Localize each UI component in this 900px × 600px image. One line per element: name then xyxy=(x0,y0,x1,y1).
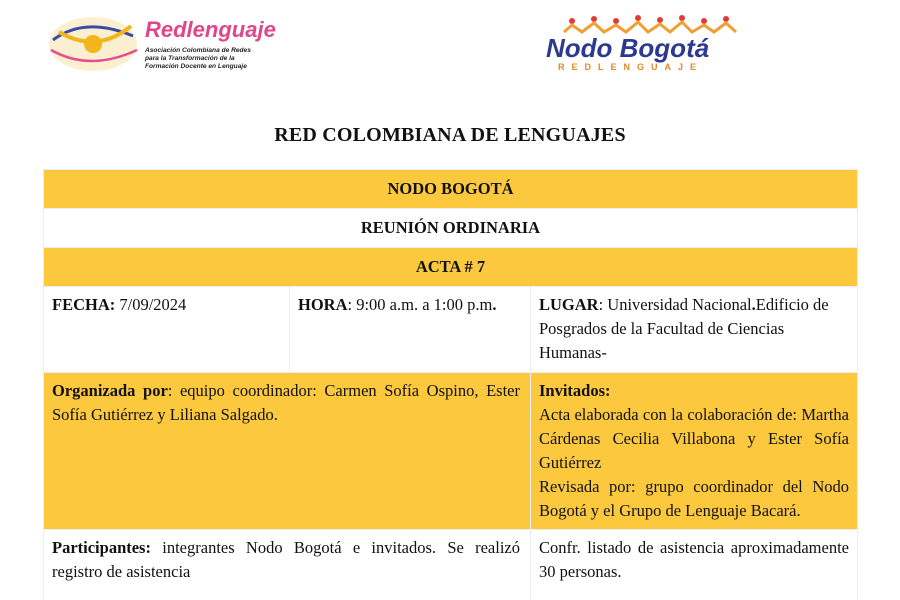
fecha-label: FECHA: xyxy=(52,295,116,314)
fecha-value: 7/09/2024 xyxy=(115,295,187,314)
hora-cell xyxy=(290,287,531,373)
organizers-row xyxy=(44,373,858,530)
lugar-label: LUGAR xyxy=(539,295,599,314)
invitados-cell xyxy=(531,373,858,530)
logo-header xyxy=(0,0,900,90)
svg-text:para la Transformación de la: para la Transformación de la xyxy=(145,55,235,62)
nodo-bogota-logo xyxy=(542,12,762,74)
svg-text:REDLENGUAJE: REDLENGUAJE xyxy=(558,62,704,72)
participants-row xyxy=(44,530,858,600)
header-acta: ACTA # 7 xyxy=(44,248,858,287)
redlenguaje-logo xyxy=(45,10,320,80)
hora-value: : 9:00 a.m. a 1:00 p.m xyxy=(347,295,493,314)
organizada-cell xyxy=(44,373,531,530)
header-row-nodo xyxy=(44,170,858,209)
organizada-label: Organizada por xyxy=(52,381,168,400)
document-title: RED COLOMBIANA DE LENGUAJES xyxy=(274,124,626,146)
hora-label: HORA xyxy=(298,295,348,314)
svg-text:Nodo Bogotá: Nodo Bogotá xyxy=(546,33,710,63)
svg-text:Formación Docente en Lenguaje: Formación Docente en Lenguaje xyxy=(145,63,247,70)
header-row-acta xyxy=(44,248,858,287)
invitados-line-2: Revisada por: grupo coordinador del Nodo Bogotá y el Grupo de Lenguaje Bacará. xyxy=(539,477,849,520)
header-nodo: NODO BOGOTÁ xyxy=(44,170,858,209)
asistencia-cell: Confr. listado de asistencia aproximadamente 30 personas. xyxy=(531,530,858,600)
acta-table xyxy=(43,169,858,600)
fecha-cell xyxy=(44,287,290,373)
invitados-label: Invitados: xyxy=(539,381,611,400)
lugar-dot: . xyxy=(751,295,756,314)
participantes-cell xyxy=(44,530,531,600)
participantes-text: integrantes Nodo Bogotá e invitados. Se realizó registro de asistencia xyxy=(52,538,520,581)
info-row xyxy=(44,287,858,373)
lugar-value-2: Edificio de Posgrados de la Facultad de Ciencias Humanas- xyxy=(539,295,829,362)
invitados-line-1: Acta elaborada con la colaboración de: Martha Cárdenas Cecilia Villabona y Ester Sofía Gutiérrez xyxy=(539,405,849,472)
participantes-label: Participantes: xyxy=(52,538,151,557)
organizada-text: : equipo coordinador: Carmen Sofía Ospino, Ester Sofía Gutiérrez y Liliana Salgado. xyxy=(52,381,520,424)
svg-text:Redlenguaje: Redlenguaje xyxy=(145,17,276,42)
lugar-cell xyxy=(531,287,858,373)
lugar-value: : Universidad Nacional xyxy=(598,295,752,314)
header-row-reunion xyxy=(44,209,858,248)
header-reunion: REUNIÓN ORDINARIA xyxy=(44,209,858,248)
svg-text:Asociación Colombiana de Redes: Asociación Colombiana de Redes xyxy=(145,47,251,54)
hora-end: . xyxy=(492,295,497,314)
